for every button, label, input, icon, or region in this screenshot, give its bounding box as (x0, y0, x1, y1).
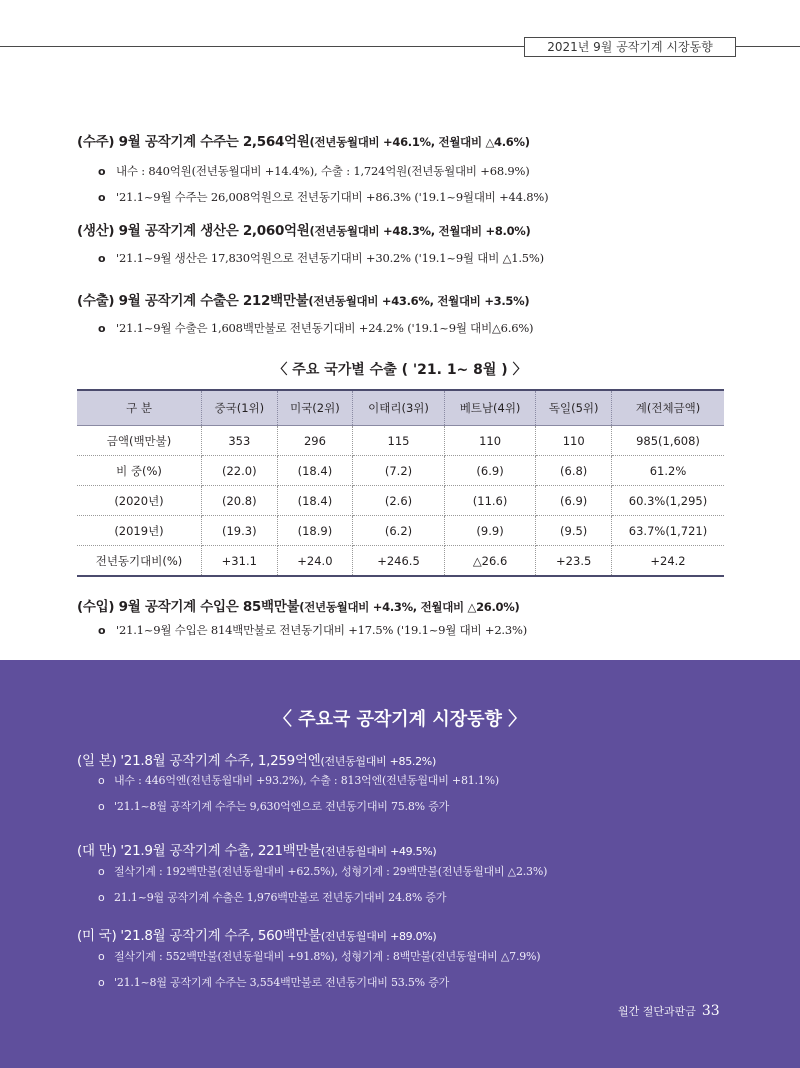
taiwan-bullet-1-text: 절삭기계 : 192백만불(전년동월대비 +62.5%), 성형기계 : 29백만불(전년동월대비 △2.3%) (114, 865, 548, 878)
order-heading-detail: (전년동월대비 +46.1%, 전월대비 △4.6%) (309, 135, 530, 149)
table-cell: 110 (444, 426, 536, 456)
table-cell: +31.1 (202, 546, 278, 577)
japan-bullet-1 (98, 772, 499, 788)
bullet-icon: o (98, 322, 106, 335)
japan-heading-detail: (전년동월대비 +85.2%) (320, 755, 436, 768)
table-cell: (2020년) (77, 486, 202, 516)
usa-bullet-1-text: 절삭기계 : 552백만불(전년동월대비 +91.8%), 성형기계 : 8백만불(전년동월대비 △7.9%) (114, 950, 541, 963)
order-bullet-1-text: 내수 : 840억원(전년동월대비 +14.4%), 수출 : 1,724억원(전년동월대비 +68.9%) (116, 164, 530, 178)
import-heading-main: (수입) 9월 공작기계 수입은 85백만불 (77, 599, 300, 615)
table-row (77, 516, 724, 546)
taiwan-heading-detail: (전년동월대비 +49.5%) (320, 845, 437, 858)
table-cell: 353 (202, 426, 278, 456)
usa-heading-detail: (전년동월대비 +89.0%) (320, 930, 437, 943)
order-bullet-2-text: '21.1~9월 수주는 26,008억원으로 전년동기대비 +86.3% ('19.1~9월대비 +44.8%) (116, 190, 549, 204)
usa-bullet-1 (98, 948, 540, 964)
production-heading-main: (생산) 9월 공작기계 생산은 2,060억원 (77, 223, 310, 239)
production-heading (77, 219, 530, 239)
taiwan-bullet-2 (98, 889, 446, 905)
bullet-icon: o (98, 774, 105, 787)
production-bullet-1-text: '21.1~9월 생산은 17,830억원으로 전년동기대비 +30.2% ('19.1~9월 대비 △1.5%) (116, 251, 544, 265)
bullet-icon: o (98, 950, 105, 963)
export-heading (77, 289, 529, 309)
table-header-cell: 미국(2위) (277, 390, 353, 426)
table-cell: (6.8) (536, 456, 612, 486)
table-cell: (7.2) (353, 456, 445, 486)
order-heading-main: (수주) 9월 공작기계 수주는 2,564억원 (77, 134, 310, 150)
table-row (77, 486, 724, 516)
table-cell: 296 (277, 426, 353, 456)
table-cell: 115 (353, 426, 445, 456)
table-cell: △26.6 (444, 546, 536, 577)
import-bullet-1-text: '21.1~9월 수입은 814백만불로 전년동기대비 +17.5% ('19.1~9월 대비 +2.3%) (116, 623, 528, 637)
japan-bullet-2 (98, 798, 449, 814)
table-cell: 61.2% (612, 456, 725, 486)
table-cell: (18.4) (277, 456, 353, 486)
table-cell: 금액(백만불) (77, 426, 202, 456)
table-row (77, 546, 724, 577)
table-cell: +24.2 (612, 546, 725, 577)
table-cell: (22.0) (202, 456, 278, 486)
table-cell: 전년동기대비(%) (77, 546, 202, 577)
usa-bullet-2 (98, 974, 449, 990)
import-heading-detail: (전년동월대비 +4.3%, 전월대비 △26.0%) (299, 600, 520, 614)
header-title: 2021년 9월 공작기계 시장동향 (524, 37, 736, 57)
table-cell: 60.3%(1,295) (612, 486, 725, 516)
table-header-row (77, 390, 724, 426)
taiwan-heading-main: (대 만) '21.9월 공작기계 수출, 221백만불 (77, 843, 321, 859)
table-cell: (18.4) (277, 486, 353, 516)
table-header-cell: 이태리(3위) (353, 390, 445, 426)
export-heading-main: (수출) 9월 공작기계 수출은 212백만불 (77, 293, 309, 309)
bullet-icon: o (98, 624, 106, 637)
table-title: 〈 주요 국가별 수출 ( '21. 1~ 8월 ) 〉 (273, 362, 527, 378)
table-row (77, 456, 724, 486)
table-header-cell: 중국(1위) (202, 390, 278, 426)
import-heading (77, 595, 519, 615)
table-cell: +24.0 (277, 546, 353, 577)
japan-bullet-2-text: '21.1~8월 공작기계 수주는 9,630억엔으로 전년동기대비 75.8% 증가 (114, 800, 450, 813)
page-footer (618, 1003, 720, 1019)
bullet-icon: o (98, 165, 106, 178)
table-header-cell: 독일(5위) (536, 390, 612, 426)
table-cell: (11.6) (444, 486, 536, 516)
table-cell: (6.9) (536, 486, 612, 516)
table-cell: 110 (536, 426, 612, 456)
japan-bullet-1-text: 내수 : 446억엔(전년동월대비 +93.2%), 수출 : 813억엔(전년동월대비 +81.1%) (114, 774, 499, 787)
import-bullet-1 (98, 622, 527, 638)
table-cell: (2019년) (77, 516, 202, 546)
production-heading-detail: (전년동월대비 +48.3%, 전월대비 +8.0%) (309, 224, 531, 238)
table-cell: (2.6) (353, 486, 445, 516)
japan-heading-main: (일 본) '21.8월 공작기계 수주, 1,259억엔 (77, 753, 321, 769)
table-header-cell: 구 분 (77, 390, 202, 426)
panel-title: 〈 주요국 공작기계 시장동향 〉 (273, 709, 527, 730)
table-cell: 63.7%(1,721) (612, 516, 725, 546)
bullet-icon: o (98, 252, 106, 265)
export-bullet-1-text: '21.1~9월 수출은 1,608백만불로 전년동기대비 +24.2% ('19.1~9월 대비△6.6%) (116, 321, 534, 335)
table-header-cell: 베트남(4위) (444, 390, 536, 426)
order-bullet-2 (98, 189, 548, 205)
table-cell: 비 중(%) (77, 456, 202, 486)
table-cell: (9.5) (536, 516, 612, 546)
export-heading-detail: (전년동월대비 +43.6%, 전월대비 +3.5%) (308, 294, 530, 308)
bullet-icon: o (98, 891, 105, 904)
taiwan-bullet-2-text: 21.1~9월 공작기계 수출은 1,976백만불로 전년동기대비 24.8% 증가 (114, 891, 447, 904)
japan-heading (77, 749, 436, 769)
usa-bullet-2-text: '21.1~8월 공작기계 수주는 3,554백만불로 전년동기대비 53.5% 증가 (114, 976, 450, 989)
table-cell: (6.9) (444, 456, 536, 486)
usa-heading (77, 924, 436, 944)
table-header-cell: 계(전체금액) (612, 390, 725, 426)
page-number: 33 (701, 1003, 720, 1019)
usa-heading-main: (미 국) '21.8월 공작기계 수주, 560백만불 (77, 928, 321, 944)
production-bullet-1 (98, 250, 544, 266)
bullet-icon: o (98, 976, 105, 989)
order-bullet-1 (98, 163, 530, 179)
export-bullet-1 (98, 320, 533, 336)
table-row (77, 426, 724, 456)
taiwan-heading (77, 839, 436, 859)
table-cell: (19.3) (202, 516, 278, 546)
table-cell: +23.5 (536, 546, 612, 577)
table-cell: +246.5 (353, 546, 445, 577)
country-export-table (77, 389, 724, 577)
table-cell: (18.9) (277, 516, 353, 546)
table-cell: (20.8) (202, 486, 278, 516)
table-cell: (9.9) (444, 516, 536, 546)
bullet-icon: o (98, 800, 105, 813)
order-heading (77, 130, 530, 150)
magazine-name: 월간 절단과판금 (618, 1005, 696, 1018)
taiwan-bullet-1 (98, 863, 547, 879)
table-cell: (6.2) (353, 516, 445, 546)
bullet-icon: o (98, 865, 105, 878)
table-cell: 985(1,608) (612, 426, 725, 456)
bullet-icon: o (98, 191, 106, 204)
